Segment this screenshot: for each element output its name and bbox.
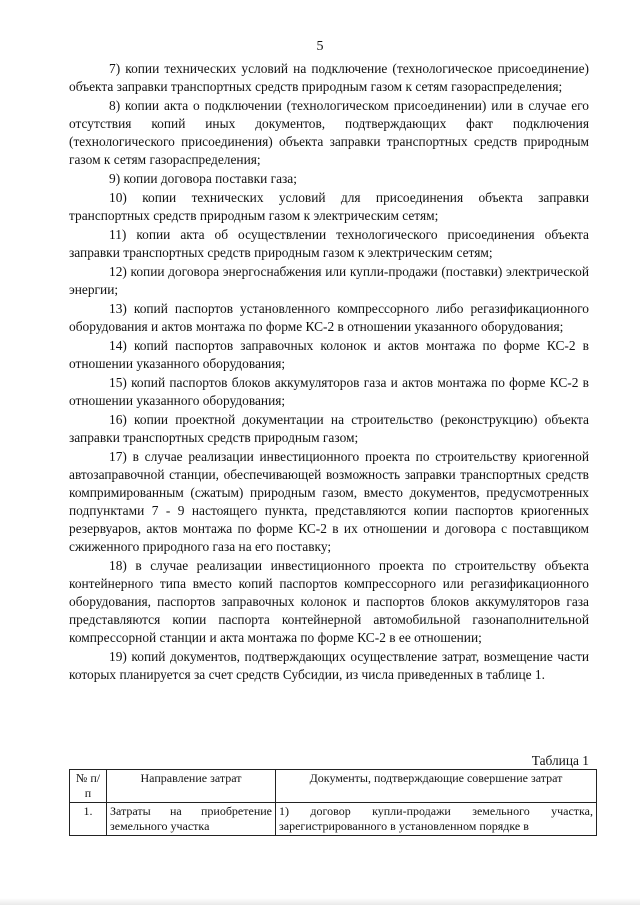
list-item-7: 7) копии технических условий на подключение (технологическое присоединение) объекта заправки транспортных средств природным газом к сетям газораспределения; <box>69 61 589 94</box>
list-item-12: 12) копии договора энергоснабжения или купли-продажи (поставки) электрической энергии; <box>69 264 589 297</box>
table-row <box>70 803 597 836</box>
list-item-16: 16) копии проектной документации на строительство (реконструкцию) объекта заправки транспортных средств природным газом; <box>69 412 589 445</box>
list-item-14: 14) копий паспортов заправочных колонок и актов монтажа по форме КС-2 в отношении указанного оборудования; <box>69 338 589 371</box>
header-num: № п/п <box>70 770 107 803</box>
list-item-8: 8) копии акта о подключении (технологическом присоединении) или в случае его отсутствия копий иных документов, подтверждающих факт подключения (технологического присоединения) объекта заправки транспортных средств природным газом к сетям газораспределения; <box>69 98 589 167</box>
list-item-11: 11) копии акта об осуществлении технологического присоединения объекта заправки транспортных средств природным газом к электрическим сетям; <box>69 227 589 260</box>
table-caption: Таблица 1 <box>531 753 589 768</box>
row-documents: 1) договор купли-продажи земельного участка, зарегистрированного в установленном порядке в <box>276 803 597 836</box>
list-item-19: 19) копий документов, подтверждающих осуществление затрат, возмещение части которых планируется за счет средств Субсидии, из числа приведенных в таблице 1. <box>69 649 589 682</box>
header-documents: Документы, подтверждающие совершение затрат <box>276 770 597 803</box>
row-num: 1. <box>70 803 107 836</box>
list-item-17: 17) в случае реализации инвестиционного проекта по строительству криогенной автозаправочной станции, обеспечивающей возможность заправки транспортных средств компримированным (сжатым) природным газом, вместо документов, предусмотренных подпунктами 7 - 9 настоящего пункта, представляются копии паспортов криогенных резервуаров, актов монтажа по форме КС-2 в их отношении и договора с поставщиком сжиженного природного газа на его поставку; <box>69 449 589 554</box>
table-header-row <box>70 770 597 803</box>
costs-table <box>69 769 597 836</box>
list-item-9: 9) копии договора поставки газа; <box>109 171 297 186</box>
scan-edge <box>0 898 640 905</box>
list-item-18: 18) в случае реализации инвестиционного проекта по строительству объекта контейнерного типа вместо копий паспортов компрессорного или регазификационного оборудования, паспортов заправочных колонок и паспортов блоков аккумуляторов газа представляются копии паспорта контейнерной автомобильной газонаполнительной компрессорной станции и акта монтажа по форме КС-2 в ее отношении; <box>69 558 589 645</box>
list-item-10: 10) копии технических условий для присоединения объекта заправки транспортных средств природным газом к электрическим сетям; <box>69 190 589 223</box>
row-direction: Затраты на приобретение земельного участка <box>107 803 276 836</box>
header-direction: Направление затрат <box>107 770 276 803</box>
list-item-13: 13) копий паспортов установленного компрессорного либо регазификационного оборудования и актов монтажа по форме КС-2 в отношении указанного оборудования; <box>69 301 589 334</box>
page-number: 5 <box>316 39 324 54</box>
document-body <box>69 60 589 685</box>
list-item-15: 15) копий паспортов блоков аккумуляторов газа и актов монтажа по форме КС-2 в отношении указанного оборудования; <box>69 375 589 408</box>
